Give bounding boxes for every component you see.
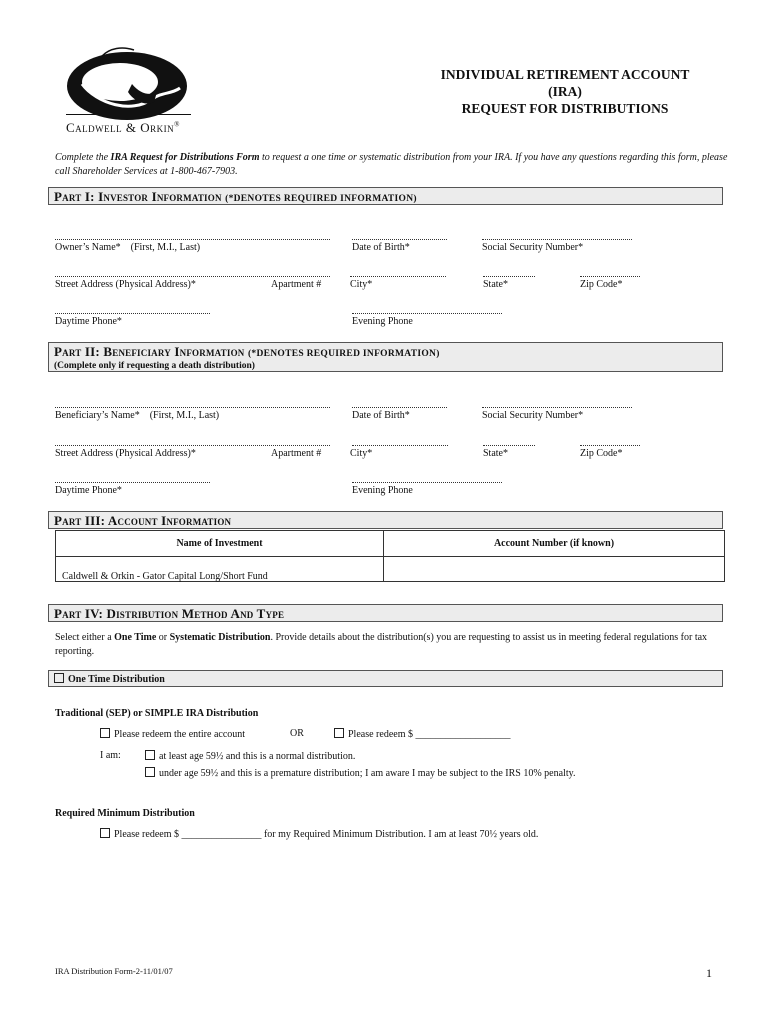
ben-state-field[interactable]: [483, 445, 535, 446]
ben-ssn-label: Social Security Number*: [482, 410, 584, 421]
owner-zip-field[interactable]: [580, 276, 640, 277]
i-am-label: I am:: [100, 750, 121, 761]
owner-city-label: City*: [350, 279, 373, 290]
owner-day-phone-field[interactable]: [55, 313, 210, 314]
ben-apartment-label: Apartment #: [271, 448, 322, 459]
owner-ssn-label: Social Security Number*: [482, 242, 584, 253]
owner-name-field[interactable]: [55, 239, 330, 240]
redeem-amount-option[interactable]: Please redeem $ ___________________: [334, 728, 510, 740]
ben-zip-label: Zip Code*: [580, 448, 623, 459]
ben-ssn-field[interactable]: [482, 407, 632, 408]
traditional-heading: Traditional (SEP) or SIMPLE IRA Distribution: [55, 708, 259, 719]
title-line-1: INDIVIDUAL RETIREMENT ACCOUNT: [440, 67, 690, 82]
account-table: [55, 530, 725, 582]
ben-eve-phone-label: Evening Phone: [352, 485, 413, 496]
owner-ssn-field[interactable]: [482, 239, 632, 240]
part2-note: (Complete only if requesting a death distribution): [54, 361, 255, 371]
form-id: IRA Distribution Form-2-11/01/07: [55, 966, 173, 976]
owner-dob-field[interactable]: [352, 239, 447, 240]
owner-apartment-label: Apartment #: [271, 279, 322, 290]
rmd-option[interactable]: Please redeem $ ________________ for my Required Minimum Distribution. I am at least 70½ years old.: [100, 828, 538, 840]
title-line-3: REQUEST FOR DISTRIBUTIONS: [461, 101, 669, 116]
fund-name: Caldwell & Orkin - Gator Capital Long/Short Fund: [62, 571, 268, 582]
intro-text: Complete the IRA Request for Distributions Form to request a one time or systematic distribution from your IRA. If you have any questions regarding this form, please call Shareholder Services at 1-800-467-7903.: [55, 152, 728, 177]
logo-rule: [66, 114, 191, 115]
ben-name-label: Beneficiary’s Name* (First, M.I., Last): [55, 410, 220, 421]
ben-eve-phone-field[interactable]: [352, 482, 502, 483]
owner-city-field[interactable]: [350, 276, 446, 277]
ben-city-label: City*: [350, 448, 373, 459]
age-under-checkbox[interactable]: [145, 767, 155, 777]
account-number-input[interactable]: [385, 558, 722, 581]
age-under-option[interactable]: under age 59½ and this is a premature distribution; I am aware I may be subject to the IRS 10% penalty.: [145, 767, 575, 779]
ben-street-field[interactable]: [55, 445, 330, 446]
ben-name-field[interactable]: [55, 407, 330, 408]
owner-street-label: Street Address (Physical Address)*: [55, 279, 196, 290]
owner-eve-phone-label: Evening Phone: [352, 316, 413, 327]
gator-logo-graphic: [62, 44, 197, 124]
ben-state-label: State*: [483, 448, 508, 459]
logo-wordmark: Caldwell & Orkin®: [66, 120, 180, 135]
rmd-checkbox[interactable]: [100, 828, 110, 838]
form-title: [410, 66, 720, 117]
ben-day-phone-field[interactable]: [55, 482, 210, 483]
owner-dob-label: Date of Birth*: [352, 242, 410, 253]
title-line-2: (IRA): [548, 84, 582, 99]
ben-dob-field[interactable]: [352, 407, 447, 408]
or-label: OR: [290, 728, 304, 739]
part3-header: Part III: Account Information: [48, 511, 723, 529]
redeem-entire-option[interactable]: Please redeem the entire account: [100, 728, 245, 740]
ben-zip-field[interactable]: [580, 445, 640, 446]
owner-zip-label: Zip Code*: [580, 279, 623, 290]
rmd-heading: Required Minimum Distribution: [55, 808, 195, 819]
part4-header: Part IV: Distribution Method And Type: [48, 604, 723, 622]
redeem-entire-checkbox[interactable]: [100, 728, 110, 738]
age-over-checkbox[interactable]: [145, 750, 155, 760]
owner-state-field[interactable]: [483, 276, 535, 277]
part2-header: Part II: Beneficiary Information (*DENOTES REQUIRED INFORMATION) (Complete only if requesting a death distribution): [48, 342, 723, 372]
one-time-bar: [48, 670, 723, 687]
owner-day-phone-label: Daytime Phone*: [55, 316, 122, 327]
age-over-option[interactable]: at least age 59½ and this is a normal distribution.: [145, 750, 355, 762]
ben-day-phone-label: Daytime Phone*: [55, 485, 122, 496]
col-name-of-investment: Name of Investment: [176, 538, 263, 549]
owner-street-field[interactable]: [55, 276, 330, 277]
one-time-option[interactable]: One Time Distribution: [54, 673, 165, 685]
col-account-number: Account Number (if known): [493, 538, 615, 549]
owner-eve-phone-field[interactable]: [352, 313, 502, 314]
page-number: 1: [706, 966, 712, 980]
ben-dob-label: Date of Birth*: [352, 410, 410, 421]
owner-state-label: State*: [483, 279, 508, 290]
part4-description: Select either a One Time or Systematic Distribution. Provide details about the distribution(s) you are requesting to assist us in meeting federal regulations for tax reporting.: [55, 632, 708, 657]
part1-header: Part I: Investor Information (*DENOTES REQUIRED INFORMATION): [48, 187, 723, 205]
ben-street-label: Street Address (Physical Address)*: [55, 448, 196, 459]
owner-name-label: Owner’s Name* (First, M.I., Last): [55, 242, 201, 253]
ben-city-field[interactable]: [352, 445, 448, 446]
redeem-amount-checkbox[interactable]: [334, 728, 344, 738]
one-time-checkbox[interactable]: [54, 673, 64, 683]
